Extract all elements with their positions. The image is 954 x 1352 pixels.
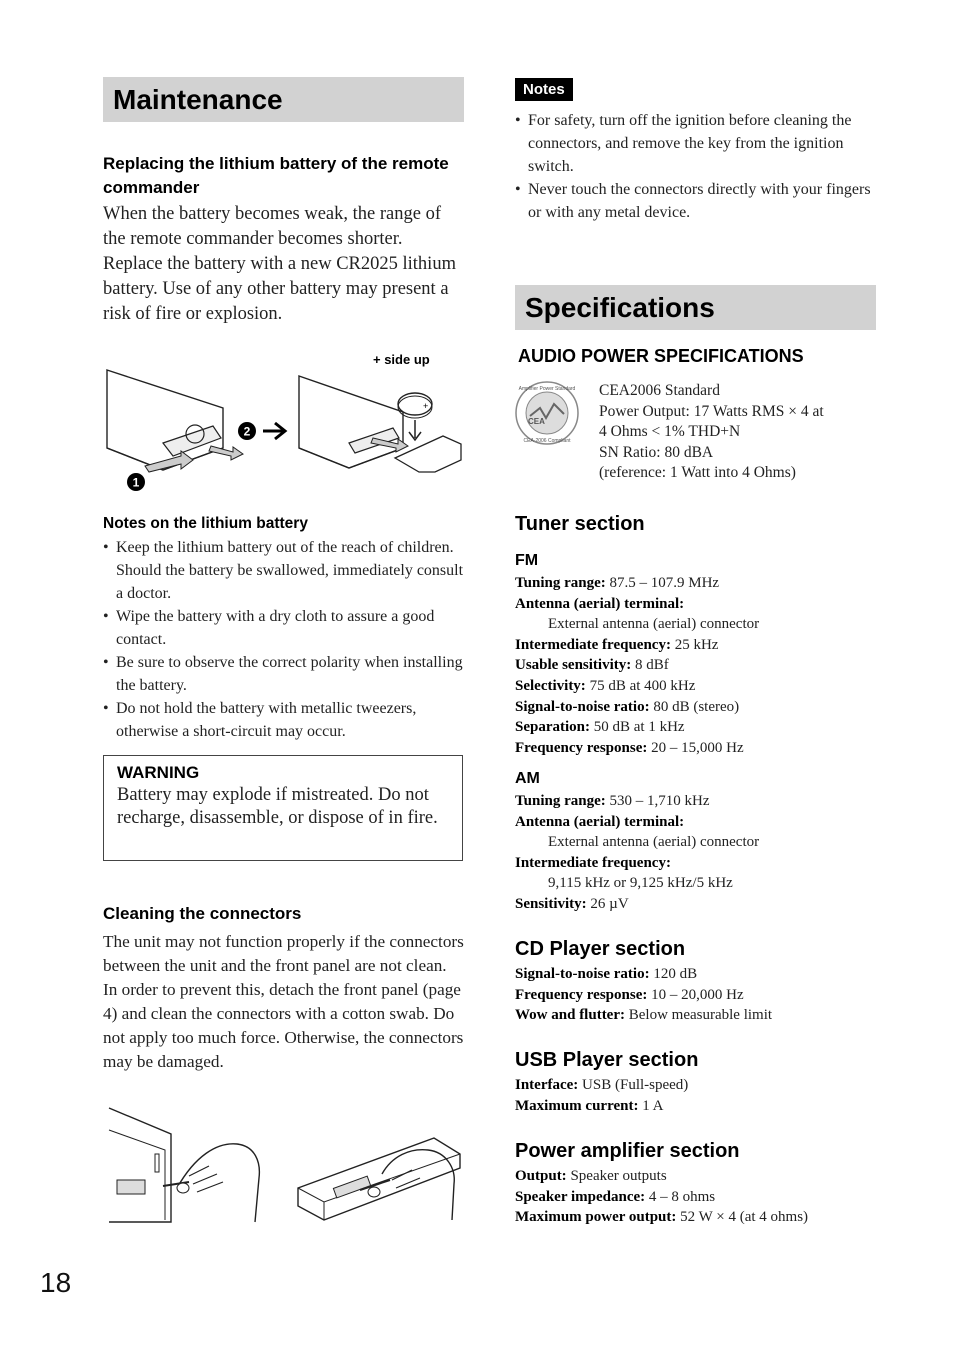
amp-heading: Power amplifier section xyxy=(515,1140,740,1162)
specifications-title: Specifications xyxy=(515,285,876,330)
svg-text:2: 2 xyxy=(243,424,251,439)
cd-specs: Signal-to-noise ratio: 120 dB Frequency response: 10 – 20,000 Hz Wow and flutter: Below measurable limit xyxy=(515,966,773,1024)
maintenance-title: Maintenance xyxy=(103,77,464,122)
svg-text:CEA: CEA xyxy=(528,417,545,426)
warning-text: Battery may explode if mistreated. Do not recharge, disassemble, or dispose of in fire. xyxy=(117,785,438,828)
notes-badge: Notes xyxy=(515,78,573,101)
warning-title: WARNING xyxy=(117,763,200,782)
battery-heading: Replacing the lithium battery of the remote commander xyxy=(103,154,449,197)
notes-lithium-list xyxy=(103,536,465,743)
cleaning-panel-illustration xyxy=(294,1134,464,1226)
hand-icon xyxy=(177,1144,259,1222)
svg-text:+: + xyxy=(423,401,429,411)
svg-text:1: 1 xyxy=(132,475,140,490)
fm-specs: Tuning range: 87.5 – 107.9 MHz Antenna (aerial) terminal: External antenna (aerial) connector Intermediate frequency: 25 kHz Usable sensitivity: 8 dBf Selectivity: 75 dB at 400 kHz Signal-to-noise ratio: 80 dB (stereo) Separation: 50 dB at 1 kHz Frequency response: 20 – 15,000 Hz xyxy=(515,575,760,756)
audio-power-heading: AUDIO POWER SPECIFICATIONS xyxy=(518,346,804,366)
list-item: • Be sure to observe the correct polarity when installing the battery. xyxy=(103,651,465,697)
page-number: 18 xyxy=(40,1267,72,1298)
list-item: • Do not hold the battery with metallic tweezers, otherwise a short-circuit may occur. xyxy=(103,697,465,743)
svg-text:CEA-2006 Compliant: CEA-2006 Compliant xyxy=(523,438,571,444)
list-item: • For safety, turn off the ignition before cleaning the connectors, and remove the key from the ignition switch. xyxy=(515,109,875,178)
cleaning-text: The unit may not function properly if the connectors between the unit and the front panel are not clean. In order to prevent this, detach the front panel (page 4) and clean the connectors with a cotton swab. Do not apply too much force. Otherwise, the connectors may be damaged. xyxy=(103,932,464,1071)
notes-list xyxy=(515,109,875,224)
notes-lithium-heading: Notes on the lithium battery xyxy=(103,515,308,532)
am-heading: AM xyxy=(515,770,540,787)
svg-text:Amplifier Power Standard: Amplifier Power Standard xyxy=(518,386,576,392)
list-item: • Never touch the connectors directly with your fingers or with any metal device. xyxy=(515,178,875,224)
battery-replacement-illustration xyxy=(103,348,465,498)
arrow-right-icon xyxy=(263,423,285,439)
audio-power-lines: CEA2006 Standard Power Output: 17 Watts RMS × 4 at 4 Ohms < 1% THD+N SN Ratio: 80 dBA (reference: 1 Watt into 4 Ohms) xyxy=(599,382,824,482)
cleaning-unit-illustration xyxy=(105,1104,265,1226)
list-item: • Wipe the battery with a dry cloth to assure a good contact. xyxy=(103,605,465,651)
fm-heading: FM xyxy=(515,552,539,569)
cd-heading: CD Player section xyxy=(515,938,686,960)
warning-box xyxy=(103,755,463,861)
battery-text: When the battery becomes weak, the range of the remote commander becomes shorter. Replace the battery with a new CR2025 lithium battery. Use of any other battery may present a risk of fire or explosion. xyxy=(103,204,456,324)
cea-compliance-logo xyxy=(514,380,580,446)
usb-specs: Interface: USB (Full-speed) Maximum current: 1 A xyxy=(515,1077,689,1114)
usb-heading: USB Player section xyxy=(515,1049,699,1071)
am-specs: Tuning range: 530 – 1,710 kHz Antenna (aerial) terminal: External antenna (aerial) connector Intermediate frequency: 9,115 kHz or 9,125 kHz/5 kHz Sensitivity: 26 µV xyxy=(515,793,760,912)
tuner-heading: Tuner section xyxy=(515,513,645,535)
list-item: • Keep the lithium battery out of the reach of children. Should the battery be swallowed, immediately consult a doctor. xyxy=(103,536,465,605)
cleaning-heading: Cleaning the connectors xyxy=(103,904,302,923)
plus-side-up-label: + side up xyxy=(373,352,430,367)
amp-specs: Output: Speaker outputs Speaker impedance: 4 – 8 ohms Maximum power output: 52 W × 4 (at 4 ohms) xyxy=(515,1168,809,1226)
